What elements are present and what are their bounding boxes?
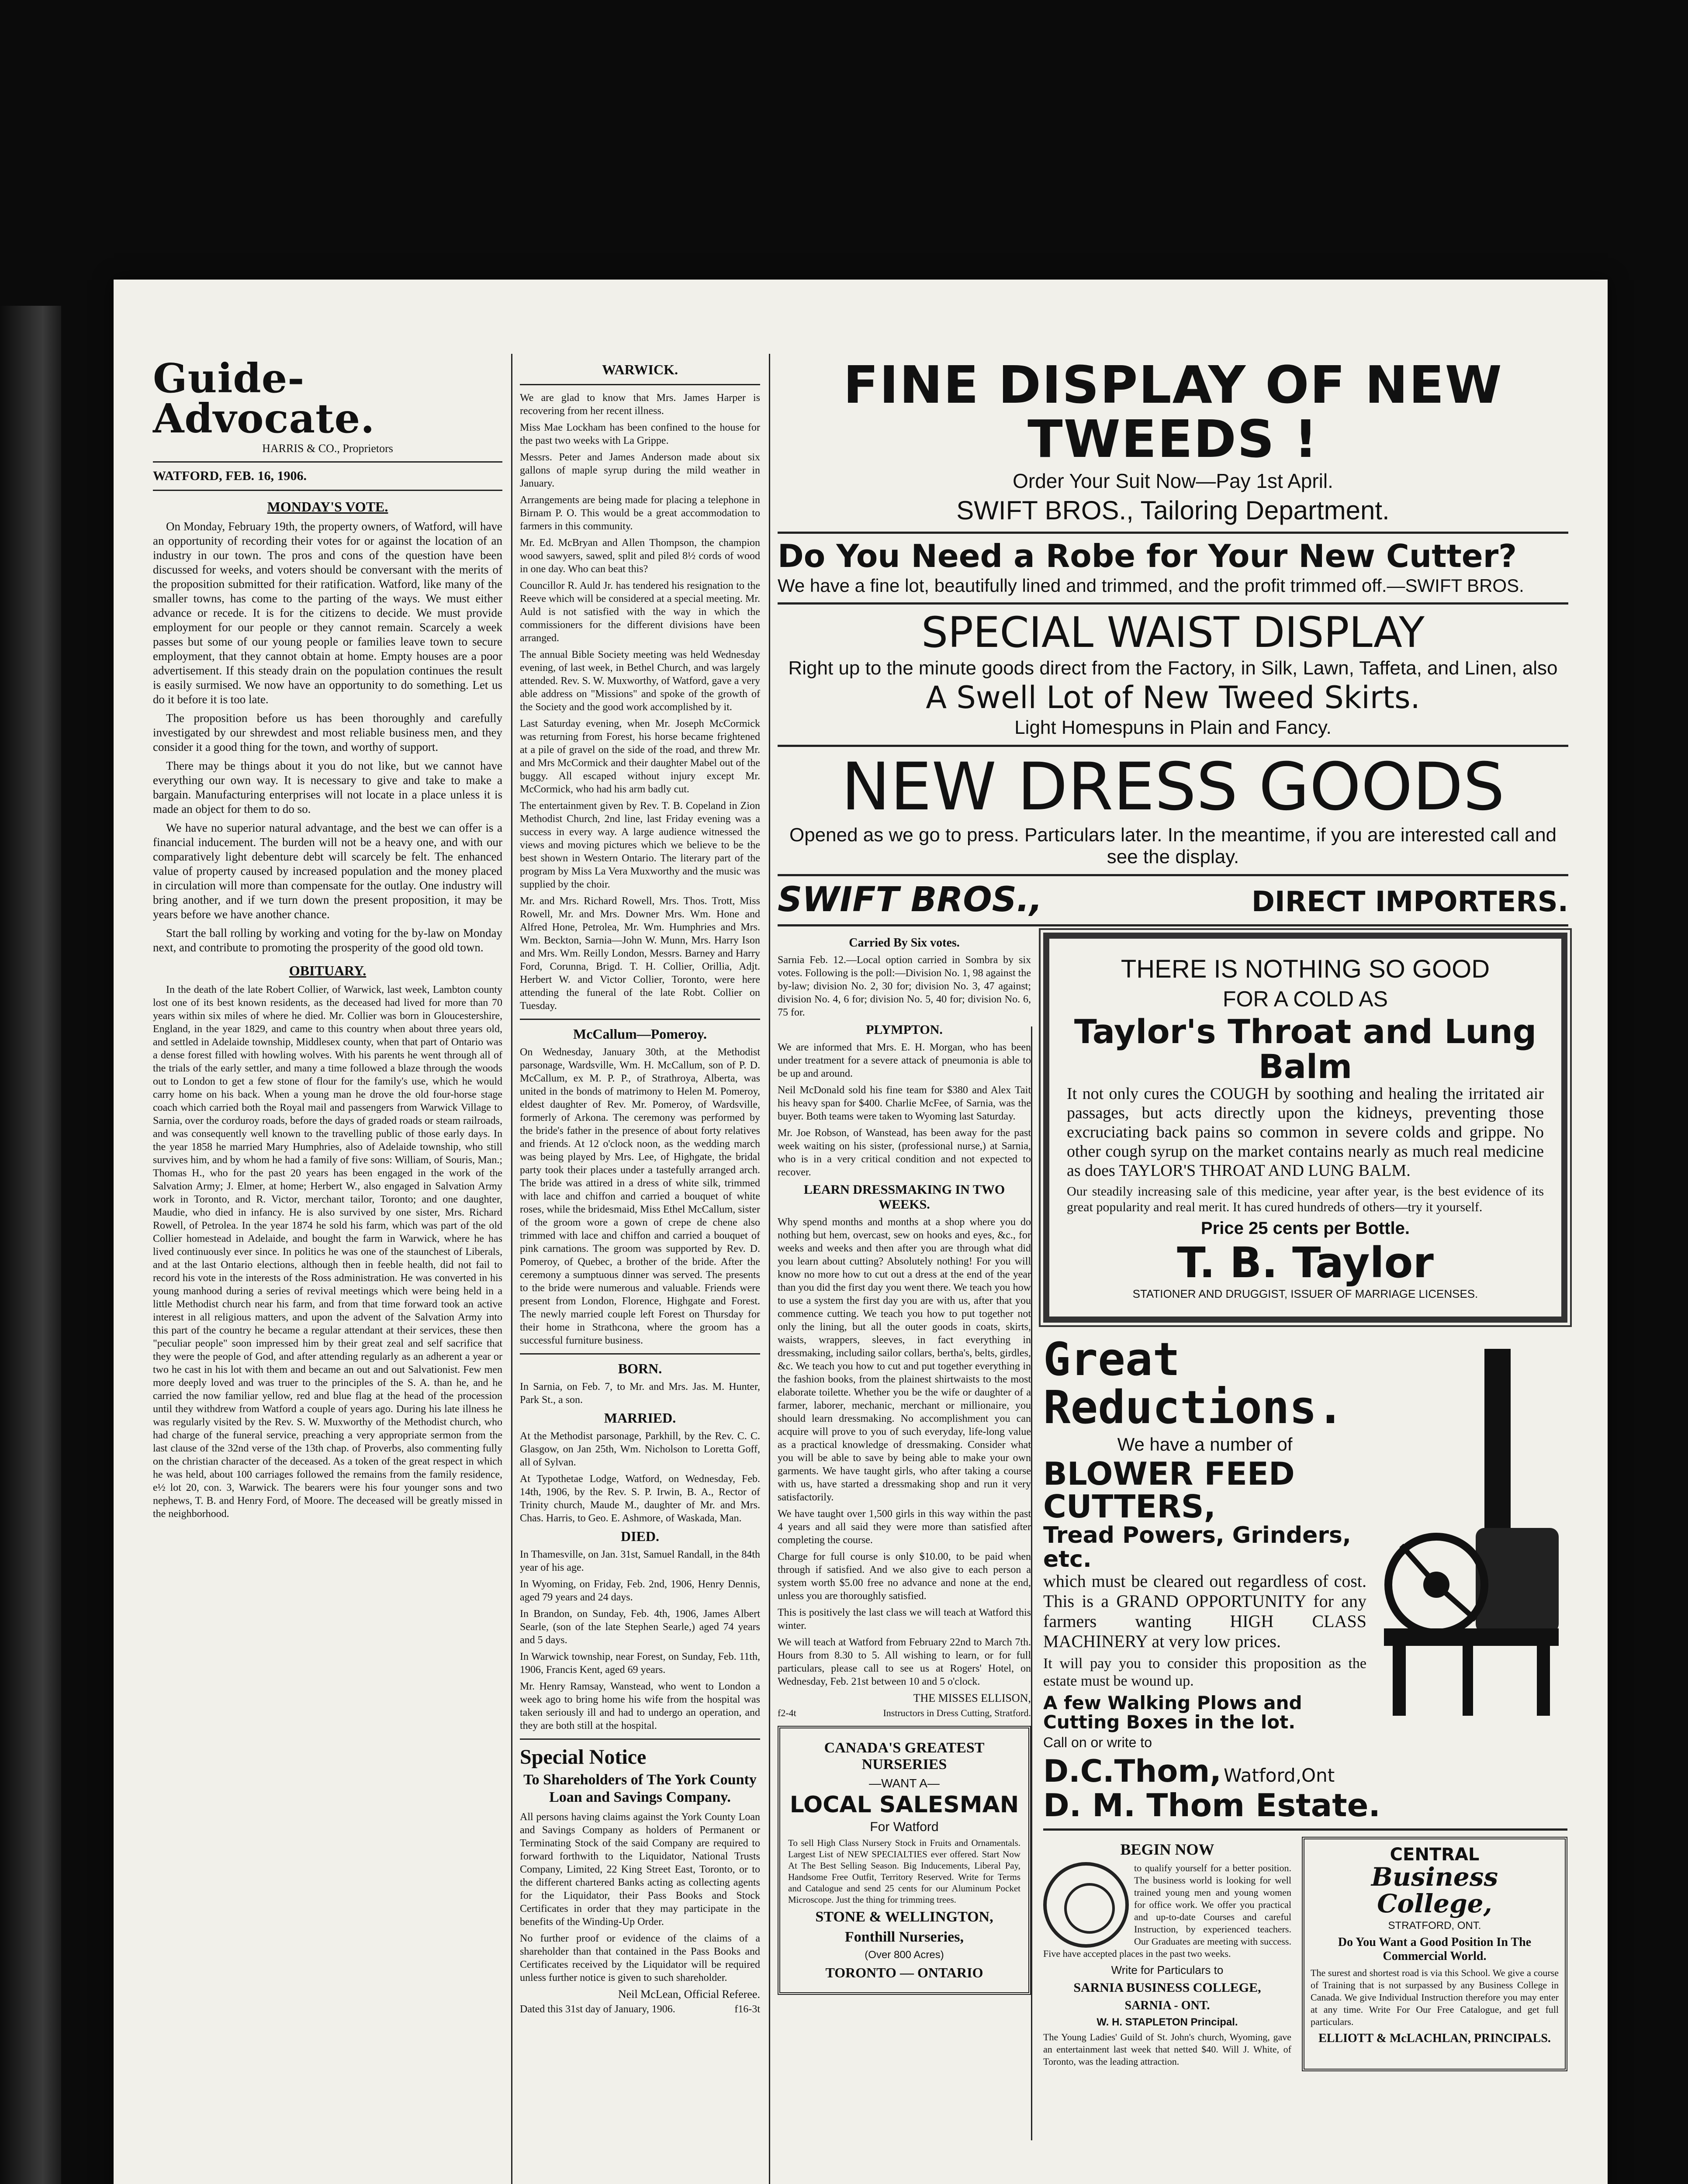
central-text: The surest and shortest road is via this School. We give a course of Training that is not surpassed by any Business College in Canada. We give Individual Instruction therefore you may enter at any time. Write For Our Free Catalogue, and get full particulars.: [1311, 1967, 1559, 2027]
central-title1: CENTRAL: [1390, 1844, 1480, 1865]
notice-signature: Neil McLean, Official Referee.: [618, 1988, 760, 2001]
news-item: We are glad to know that Mrs. James Harper is recovering from her recent illness.: [520, 392, 760, 417]
dressmaking-code: f2-4t: [778, 1707, 796, 1719]
column-local-news: [520, 358, 760, 2015]
guild-item: The Young Ladies' Guild of St. John's church, Wyoming, gave an entertainment last week that netted $40. Will J. White, of Toronto, was the leading attraction.: [1043, 2031, 1291, 2067]
ad-robe-text: We have a fine lot, beautifully lined and trimmed, and the profit trimmed off.—SWIFT BROS.: [778, 575, 1524, 596]
notice-paragraph: All persons having claims against the York County Loan and Savings Company as holders of Permanent or Terminating Stock of the said Company are required to forward forthwith to the Liquidator, National Trusts Company, Limited, 22 King Street East, Toronto, or to the different chartered Banks acting as collecting agents for the Liquidator, their Pass Books and Stock Certificates in order that they may participate in the benefits of the Winding-Up Order.: [520, 1811, 760, 1928]
nursery-job: LOCAL SALESMAN: [789, 1792, 1019, 1818]
publisher-line: HARRIS & CO., Proprietors: [262, 442, 393, 455]
news-item: Last Saturday evening, when Mr. Joseph McCormick was returning from Forest, his horse became frightened at a pile of gravel on the side of the road, and threw Mr. and Mrs McCormick and their daughter Mabel out of the buggy. All escaped without injury except Mr. McCormick, who had his arm badly cut.: [520, 718, 760, 795]
editorial-heading: MONDAY'S VOTE.: [267, 499, 388, 515]
sarnia-write: Write for Particulars to: [1111, 1963, 1224, 1977]
taylor-text: It not only cures the COUGH by soothing and healing the irritated air passages, but acts directly upon the kidneys, preventing those excruciating back pains so common in severe colds and grippe. No other cough syrup on the market contains nearly as much real medicine as does TAYLOR'S THROAT AND LUNG BALM.: [1067, 1084, 1544, 1180]
ad-dress-goods-title: NEW DRESS GOODS: [841, 749, 1505, 825]
editorial-paragraph: We have no superior natural advantage, and the best we can offer is a financial inducement. The burden will not be a heavy one, and with our comparatively light debenture debt will scarcely be felt. The enhanced value of property caused by increased population and the money placed in circulation will more than compensate for the outlay. One industry will bring another, and if we turn down the present proposition, it may be years before we have another chance.: [153, 821, 502, 921]
central-title2: Business College,: [1371, 1862, 1498, 1918]
news-item: Mr. Joe Robson, of Wanstead, has been away for the past week waiting on his sister, (professional nurse,) at Sarnia, who is in a very critical condition and not expected to recover.: [778, 1127, 1031, 1178]
nursery-want: —WANT A—: [869, 1776, 940, 1790]
dateline: WATFORD, FEB. 16, 1906.: [153, 469, 307, 483]
ad-nursery: [778, 1726, 1031, 1995]
wedding-heading: McCallum—Pomeroy.: [573, 1026, 707, 1042]
nursery-title: CANADA'S GREATEST NURSERIES: [824, 1740, 985, 1773]
reductions-name1: D.C.Thom,: [1043, 1753, 1221, 1790]
news-item: Neil McDonald sold his fine team for $380 and Alex Tait his heavy span for $400. Charlie McFee, of Sarnia, was the buyer. Both teams were taken to Wyoming last Saturday.: [778, 1085, 1031, 1123]
reductions-product2: Tread Powers, Grinders, etc.: [1043, 1522, 1351, 1572]
reductions-call: Call on or write to: [1043, 1735, 1152, 1751]
column-rule: [511, 354, 512, 2184]
taylor-name: T. B. Taylor: [1177, 1238, 1434, 1287]
taylor-title1: THERE IS NOTHING SO GOOD: [1121, 955, 1490, 984]
news-item: Miss Mae Lockham has been confined to the house for the past two weeks with La Grippe.: [520, 422, 760, 446]
ad-skirts-sub: Light Homespuns in Plain and Fancy.: [1014, 716, 1332, 738]
ad-waist: [778, 608, 1568, 738]
ad-waist-sub: Right up to the minute goods direct from the Factory, in Silk, Lawn, Taffeta, and Linen, also: [788, 657, 1558, 679]
dressmaking-paragraph: We have taught over 1,500 girls in this way within the past 4 years and all said they were more than satisfied after completing the course.: [778, 1508, 1031, 1546]
editorial-paragraph: There may be things about it you do not like, but we cannot have everything our own way. It is necessary to give and take to make a bargain. Manufacturing enterprises will not locate in a place unless it is made an object for them to do so.: [153, 759, 502, 816]
sarnia-head: BEGIN NOW: [1120, 1840, 1214, 1858]
sarnia-principal: W. H. STAPLETON Principal.: [1097, 2016, 1238, 2028]
news-item: Arrangements are being made for placing a telephone in Birnam P. O. This would be a great accommodation to farmers in this community.: [520, 494, 760, 532]
news-item: Mr. Ed. McBryan and Allen Thompson, the champion wood sawyers, sawed, split and piled 8½ cords of wood in one day. Who can beat this?: [520, 537, 760, 575]
ad-robe: [778, 537, 1568, 597]
masthead-title: Guide-Advocate.: [153, 355, 375, 442]
column-editorial: [153, 355, 502, 1524]
column-rule: [769, 354, 770, 2184]
reductions-text: which must be cleared out regardless of cost. This is a GRAND OPPORTUNITY for any farmers wanting HIGH CLASS MACHINERY at very low prices.: [1043, 1571, 1366, 1652]
news-item: Mr. Henry Ramsay, Wanstead, who went to London a week ago to bring home his wife from the hospital was taken seriously ill and had to undergo an operation, and they are both still at the hospital.: [520, 1681, 760, 1731]
dressmaking-signature: THE MISSES ELLISON,: [913, 1692, 1031, 1705]
ad-skirts-title: A Swell Lot of New Tweed Skirts.: [926, 680, 1420, 716]
ad-tweeds-sub: Order Your Suit Now—Pay 1st April.: [1013, 469, 1333, 492]
ad-swift-bros-name: SWIFT BROS.,: [778, 880, 1043, 920]
reductions-plows: A few Walking Plows and Cutting Boxes in the lot.: [1043, 1692, 1302, 1733]
ad-great-reductions: [1043, 1333, 1567, 1824]
plympton-heading: PLYMPTON.: [866, 1023, 943, 1037]
central-head: Do You Want a Good Position In The Commercial World.: [1338, 1935, 1532, 1963]
subcolumn-ads: [1043, 933, 1567, 2071]
died-item: In Thamesville, on Jan. 31st, Samuel Randall, in the 84th year of his age.: [520, 1549, 760, 1573]
notice-code: f16-3t: [734, 2004, 760, 2015]
died-item: In Wyoming, on Friday, Feb. 2nd, 1906, Henry Dennis, aged 79 years and 24 days.: [520, 1579, 760, 1603]
ad-dress-goods: [778, 749, 1568, 868]
sarnia-text: to qualify yourself for a better position. The business world is looking for well trained young men and young women for office work. We offer you practical and up-to-date Courses and careful Instruction, by experienced teachers. Our Graduates are meeting with success. Five have accepted places in the past two weeks.: [1043, 1862, 1291, 1959]
editorial-paragraph: Start the ball rolling by working and voting for the by-law on Monday next, and contribute to promoting the prosperity of the good old town.: [153, 926, 502, 954]
died-item: In Brandon, on Sunday, Feb. 4th, 1906, James Albert Searle, (son of the late Stephen Searle,) aged 74 years and 5 days.: [520, 1608, 760, 1646]
married-item: At Typothetae Lodge, Watford, on Wednesday, Feb. 14th, 1906, by the Rev. S. P. Irwin, B. A., Rector of Trinity church, Maude M., daughter of Mr. and Mrs. Chas. Harris, to Geo. E. Ashmore, of Waskada, Man.: [520, 1473, 760, 1524]
reductions-text2: It will pay you to consider this proposition as the estate must be wound up.: [1043, 1655, 1366, 1690]
news-item: Councillor R. Auld Jr. has tendered his resignation to the Reeve which will be considered at a special meeting. Mr. Auld is not satisfied with the way in which the commissioners for the different divisions have been arranged.: [520, 580, 760, 644]
nursery-text: To sell High Class Nursery Stock in Fruits and Ornamentals. Largest List of NEW SPECIALTIES ever offered. Start Now At The Best Selling Season. Big Inducements, Liberal Pay, Handsome Free Outfit, Territory Reserved. Write for Terms and Catalogue and send 25 cents for our Aluminum Pocket Microscope. Just the thing for trimming trees.: [788, 1837, 1020, 1905]
ad-swift-bros-banner: [778, 882, 1568, 918]
notice-subtitle: To Shareholders of The York County Loan and Savings Company.: [523, 1772, 757, 1805]
ad-waist-title: SPECIAL WAIST DISPLAY: [921, 608, 1425, 657]
adjacent-page-edge: [0, 306, 61, 2184]
feed-cutter-illustration: [1375, 1340, 1567, 1724]
notice-date: Dated this 31st day of January, 1906.: [520, 2004, 675, 2015]
ad-robe-title: Do You Need a Robe for Your New Cutter?: [778, 537, 1517, 574]
taylor-title2: FOR A COLD AS: [1223, 987, 1388, 1012]
born-heading: BORN.: [618, 1361, 662, 1376]
nursery-firm2: Fonthill Nurseries,: [845, 1928, 964, 1945]
editorial-paragraph: On Monday, February 19th, the property owners, of Watford, will have an opportunity of recording their votes for or against the location of an industry in our town. The pros and cons of the question have been discussed for weeks, and voters should be conversant with the merits of the proposition submitted for their ratification. Watford, like many of the smaller towns, has come to the parting of the ways. We must either advance or recede. It is for the citizens to decide. We must provide employment for our people or they cannot remain. Scarcely a week passes but some of our young people or families leave town to secure employment, that they cannot obtain at home. Empty houses are a poor advertisement. If this steady drain on the population continues the result is easily surmised. We now have an opportunity to do something. Let us do it before it is too late.: [153, 520, 502, 706]
notice-title: Special Notice: [520, 1745, 647, 1769]
central-city: STRATFORD, ONT.: [1388, 1919, 1481, 1932]
ad-sarnia-college: [1043, 1837, 1291, 2071]
dressmaking-signature-line2: Instructors in Dress Cutting, Stratford.: [883, 1707, 1031, 1719]
ad-tweeds: [778, 355, 1568, 525]
editorial-paragraph: The proposition before us has been thoroughly and carefully investigated by our shrewdest and most reliable business men, and they consider it a good thing for the town, and worthy of support.: [153, 712, 502, 753]
college-ads: [1043, 1837, 1567, 2071]
ad-tweeds-firm: SWIFT BROS., Tailoring Department.: [956, 495, 1390, 525]
local-option-text: Sarnia Feb. 12.—Local option carried in Sombra by six votes. Following is the poll:—Division No. 1, 98 against the by-law; division No. 2, 30 for; division No. 3, 47 against; division No. 4, 6 for; division No. 5, 40 for; division No. 6, 75 for.: [778, 954, 1031, 1019]
taylor-text2: Our steadily increasing sale of this medicine, year after year, is the best evidence of its great popularity and real merit. It has cured hundreds of others—try it yourself.: [1067, 1184, 1544, 1214]
dressmaking-heading: LEARN DRESSMAKING IN TWO WEEKS.: [803, 1182, 1005, 1212]
nursery-acres: (Over 800 Acres): [865, 1949, 944, 1961]
column-advertisements: [778, 355, 1568, 2071]
reductions-product: BLOWER FEED CUTTERS,: [1043, 1455, 1295, 1525]
newspaper-page: [114, 280, 1608, 2184]
college-seal-icon: [1043, 1862, 1129, 1948]
nursery-city: TORONTO — ONTARIO: [825, 1964, 983, 1980]
reductions-name2: D. M. Thom Estate.: [1043, 1787, 1380, 1824]
taylor-role: STATIONER AND DRUGGIST, ISSUER OF MARRIAGE LICENSES.: [1132, 1287, 1478, 1301]
died-heading: DIED.: [620, 1528, 659, 1544]
obituary-heading: OBITUARY.: [289, 963, 367, 978]
local-option-heading: Carried By Six votes.: [849, 936, 960, 950]
ad-tweeds-title: FINE DISPLAY OF NEW TWEEDS !: [843, 355, 1503, 469]
ad-swift-bros-tag: DIRECT IMPORTERS.: [1251, 886, 1568, 919]
died-item: In Warwick township, near Forest, on Sunday, Feb. 11th, 1906, Francis Kent, aged 69 years.: [520, 1651, 760, 1676]
sarnia-city: SARNIA - ONT.: [1124, 1998, 1210, 2012]
news-item: The entertainment given by Rev. T. B. Copeland in Zion Methodist Church, 2nd line, last Friday evening was a success in every way. A large audience witnessed the views and moving pictures which we believe to be the best shown in Western Ontario. The literary part of the program by Miss La Vera Muxworthy and the music was supplied by the choir.: [520, 800, 760, 890]
married-heading: MARRIED.: [604, 1410, 676, 1426]
dressmaking-paragraph: We will teach at Watford from February 22nd to March 7th. Hours from 8.30 to 5. All wishing to learn, or for full particulars, please call to see us at Rogers' Hotel, on Wednesday, Feb. 21st between 10 and 5 o'clock.: [778, 1637, 1031, 1688]
sarnia-name: SARNIA BUSINESS COLLEGE,: [1073, 1980, 1261, 1995]
wedding-item: On Wednesday, January 30th, at the Methodist parsonage, Wardsville, Wm. H. McCallum, son of P. D. McCallum, ex M. P. P., of Strathroya, Alberta, was united in the bonds of matrimony to Helen M. Pomeroy, eldest daughter of Rev. Mr. Pomeroy, of Wardsville, formerly of Arkona. The ceremony was performed by the bride's father in the presence of about forty relatives and friends. At 12 o'clock noon, as the wedding march was being played by Mrs. Lee, of Highgate, the bridal party took their places under a tastefully arranged arch. The bride was attired in a dress of white silk, trimmed with lace and chiffon and carried a bouquet of white roses, while the bridesmaid, Miss Ethel McCallum, sister of the groom wore a gown of crepe de chene also trimmed with lace and chiffon and carried a bouquet of pink carnations. The groom was supported by Rev. D. Pomeroy, of Quebec, a brother of the bride. After the ceremony a sumptuous dinner was served. The presents to the bride were numerous and valuable. Friends were present from London, Florence, Highgate and Forest. The newly married couple left Forest on Thursday for their home in Strathcona, where the groom has a successful furniture business.: [520, 1047, 760, 1346]
reductions-intro: We have a number of: [1117, 1434, 1293, 1455]
married-item: At the Methodist parsonage, Parkhill, by the Rev. C. C. Glasgow, on Jan 25th, Wm. Nicholson to Loretta Goff, all of Sylvan.: [520, 1431, 760, 1468]
obituary-paragraph: In the death of the late Robert Collier, of Warwick, last week, Lambton county lost one of its best known residents, as the deceased had lived for more than 70 years within six miles of where he died. Mr. Collier was born in Gloucestershire, England, in the year 1829, and came to this country when about three years old, and settled in Adelaide township, Middlesex county, when that part of Ontario was a dense forest filled with howling wolves. With his parents he went through all of the trials of the early settler, and many a time followed a blaze through the woods out to London to get a few stone of flour for the family's use, which he would carry home on his back. When a young man he drove the old four-horse stage coach which carried both the Royal mail and passengers from Warwick Village to Sarnia, over the corduroy roads, before the days of graded roads or steam railroads, and was consequently well known to the travelling public of those early days. In the year 1858 he married Mary Humphries, also of Adelaide township, who still survives him, and by whom he had a family of five sons: William, of Souris, Man.; Thomas H., who for the past 20 years has been engaged in the work of the Salvation Army; J. Elmer, at home; Herbert W., also engaged in Salvation Army work in Toronto, and R. Victor, merchant tailor, Toronto; and one daughter, Maudie, who died in infancy. He is also survived by one sister, Mrs. Richard Rowell, of Petrolea. In the year 1874 he sold his farm, which was part of the old Collier homestead in Adelaide, and bought the farm in Warwick, where he has lived continuously ever since. In politics he was one of the staunchest of Liberals, and at the last Ontario elections, although then in feeble health, did not fail to record his vote in the interests of the Ross administration. He was converted in his young manhood during a series of revival meetings which were being held in a little Methodist church near his farm, and from that time forward took an active interest in all religious matters, and upon the advent of the Salvation Army into this part of the country he became a regular attendant at their services, these then "peculiar people" soon impressed him by their great zeal and self sacrifice that they were the people of God, and after attending regularly as an adherent a year or two he cast in his lot with them and became an out and out Salvationist. Few men more deeply loved and was truer to the principles of the S. A. than he, and he carried the now familiar yellow, red and blue flag at the head of the procession until they withdrew from Watford a couple of years ago. During his late illness he was regularly visited by the Rev. S. W. Muxworthy of the Methodist church, who had charge of the funeral service, preaching a very appropriate sermon from the last clause of the 32nd verse of the 13th chap. of Proverbs, also commenting fully on the christian character of the deceased. As a token of the great respect in which he was held, about 100 carriages followed the remains from the family residence, e½ lot 20, con. 3, Warwick. The bearers were his four younger sons and two nephews, T. B. and Henry Ford, of Moore. The deceased will be greatly missed in the neighborhood.: [153, 984, 502, 1520]
taylor-price: Price 25 cents per Bottle.: [1201, 1218, 1410, 1238]
central-principals: ELLIOTT & McLACHLAN, PRINCIPALS.: [1318, 2031, 1551, 2045]
news-item: We are informed that Mrs. E. H. Morgan, who has been under treatment for a severe attack of pneumonia is able to be up and around.: [778, 1042, 1031, 1080]
reductions-title: Great Reductions.: [1043, 1333, 1344, 1434]
born-item: In Sarnia, on Feb. 7, to Mr. and Mrs. Jas. M. Hunter, Park St., a son.: [520, 1381, 760, 1406]
subcolumn-news: [778, 933, 1031, 2071]
news-item: Messrs. Peter and James Anderson made about six gallons of maple syrup during the mild weather in January.: [520, 452, 760, 489]
notice-paragraph: No further proof or evidence of the claims of a shareholder than that contained in the Pass Books and Certificates received by the Liquidator will be required unless further notice is given to such shareholder.: [520, 1933, 760, 1984]
ad-taylor-balm: [1043, 933, 1567, 1323]
nursery-for: For Watford: [870, 1819, 939, 1834]
taylor-title3: Taylor's Throat and Lung Balm: [1074, 1012, 1537, 1086]
dressmaking-paragraph: Charge for full course is only $10.00, to be paid when through if satisfied. And we also give to each person a system worth $5.00 free no advance and none at the end, unless you are thoroughly satisfied.: [778, 1551, 1031, 1602]
ad-dress-goods-text: Opened as we go to press. Particulars later. In the meantime, if you are interested call and see the display.: [789, 824, 1557, 868]
ad-central-college: [1302, 1837, 1567, 2071]
nursery-firm: STONE & WELLINGTON,: [815, 1908, 993, 1925]
reductions-place: Watford,Ont: [1223, 1765, 1335, 1787]
warwick-heading: WARWICK.: [602, 362, 678, 377]
dressmaking-paragraph: This is positively the last class we will teach at Watford this winter.: [778, 1607, 1031, 1632]
dressmaking-paragraph: Why spend months and months at a shop where you do nothing but hem, overcast, sew on hooks and eyes, &c., for weeks and weeks and then after you are through what did you learn about cutting? Absolutely nothing! For you will know no more how to cut out a dress at the end of the year than you did the first day you went there. We teach you how to use a system the first day you are with us, after that you commence cutting. We teach you how to put together not only the lining, but all the outer goods in coats, skirts, waists, wrappers, sleeves, in fact everything in dressmaking, including sailor collars, bertha's, belts, girdles, &c. We teach you how to cut and put together everything in the fashion books, from the plainest shirtwaists to the most elaborate toilette. Whether you be the wife or daughter of a farmer, laborer, mechanic, merchant or millionaire, you should learn dressmaking. No accomplishment you can acquire will prove to you of such everyday, life-long value as a practical knowledge of dressmaking. Consider what you will be able to save by being able to make your own garments. We have taught girls, who after taking a course with us, have started a dressmaking shop and run it very satisfactorily.: [778, 1216, 1031, 1503]
news-item: Mr. and Mrs. Richard Rowell, Mrs. Thos. Trott, Miss Rowell, Mr. and Mrs. Downer Mrs. Wm. Hone and Alfred Hone, Petrolea, Mr. Wm. Humphries and Mrs. Wm. Beckton, Sarnia—John W. Munn, Mrs. Harry Ison and Mrs. Wm. Reilly London, Messrs. Barney and Harry Ford, Corunna, Brigd. T. H. Collier, Orillia, Adjt. Herbert W. and Victor Collier, Toronto, were here attending the funeral of the late Robt. Collier on Tuesday.: [520, 895, 760, 1012]
news-item: The annual Bible Society meeting was held Wednesday evening, of last week, in Bethel Church, and was largely attended. Rev. S. W. Muxworthy, of Watford, gave a very able address on "Missions" and spoke of the growth of the Society and the good work accomplished by it.: [520, 649, 760, 713]
